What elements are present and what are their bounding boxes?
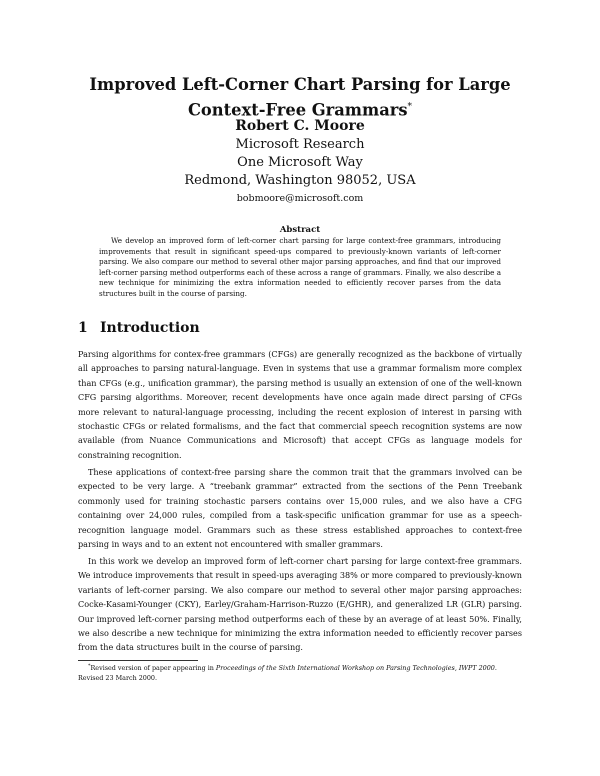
section-heading [78,319,200,337]
affiliation-line-1: Microsoft Research [235,137,365,152]
title-line-1: Improved Left-Corner Chart Parsing for Large [89,75,511,94]
paragraph-1: Parsing algorithms for contex-free grammars (CFGs) are generally recognized as the backbone of virtually all approaches to parsing natural-language. Even in systems that use a grammar formalism more complex than CFGs (e.g., unification grammar), the parsing method is usually an extension of one of the well-known CFG parsing algorithms. Moreover, recent developments have once again made direct parsing of CFGs more relevant to natural-language processing, including the recent explosion of interest in parsing with stochastic CFGs or related formalisms, and the fact that commercial speech recognition systems are now available (from Nuance Communications and Microsoft) that accept CFGs as language models for constraining recognition. [78,349,522,460]
section-number: 1 [78,320,88,336]
abstract-text: We develop an improved form of left-corner chart parsing for large context-free grammars, introducing improvements that result in significant speed-ups compared to previously-known variants of left-corner parsing. We also compare our method to several other major parsing approaches, and find that our improved left-corner parsing method outperforms each of these across a range of grammars. Finally, we also describe a new technique for minimizing the extra information needed to efficiently recover parses from the data structures built in the course of parsing. [99,236,501,298]
footnote [78,662,522,683]
title-footnote-marker: * [407,102,413,112]
title-line-2: Context-Free Grammars [187,100,408,120]
paragraph-3: In this work we develop an improved form of left-corner chart parsing for large context-free grammars. We introduce improvements that result in speed-ups averaging 38% or more compared to previously-known variants of left-corner parsing. We also compare our method to several other major parsing approaches: Cocke-Kasami-Younger (CKY), Earley/Graham-Harrison-Ruzzo (E/GHR), and generalized LR (GLR) parsing. Our improved left-corner parsing method outperforms each of these by an average of at least 50%. Finally, we also describe a new technique for minimizing the extra information needed to efficiently recover parses from the data structures built in the course of parsing. [78,556,522,653]
affiliation-line-3: Redmond, Washington 98052, USA [184,173,416,188]
footnote-venue: Proceedings of the Sixth International Workshop on Parsing Technologies, IWPT 2000 [215,664,495,673]
paper-title [60,74,540,121]
footnote-text-after: . Revised 23 March 2000. [78,664,497,682]
abstract-heading: Abstract [279,225,321,235]
section-title: Introduction [100,320,200,336]
footnote-text-before: Revised version of paper appearing in [90,664,216,673]
author-email: bobmoore@microsoft.com [236,193,364,204]
footnote-marker: * [88,663,91,669]
paragraph-2: These applications of context-free parsing share the common trait that the grammars involved can be expected to be very large. A “treebank grammar” extracted from the sections of the Penn Treebank commonly used for training stochastic parsers contains over 15,000 rules, and we also have a CFG containing over 24,000 rules, compiled from a task-specific unification grammar for use as a speech-recognition language model. Grammars such as these stress established approaches to context-free parsing in ways and to an extent not encountered with smaller grammars. [78,467,522,550]
author-name: Robert C. Moore [235,118,365,134]
affiliation-line-2: One Microsoft Way [237,155,363,170]
footnote-rule [78,660,198,661]
